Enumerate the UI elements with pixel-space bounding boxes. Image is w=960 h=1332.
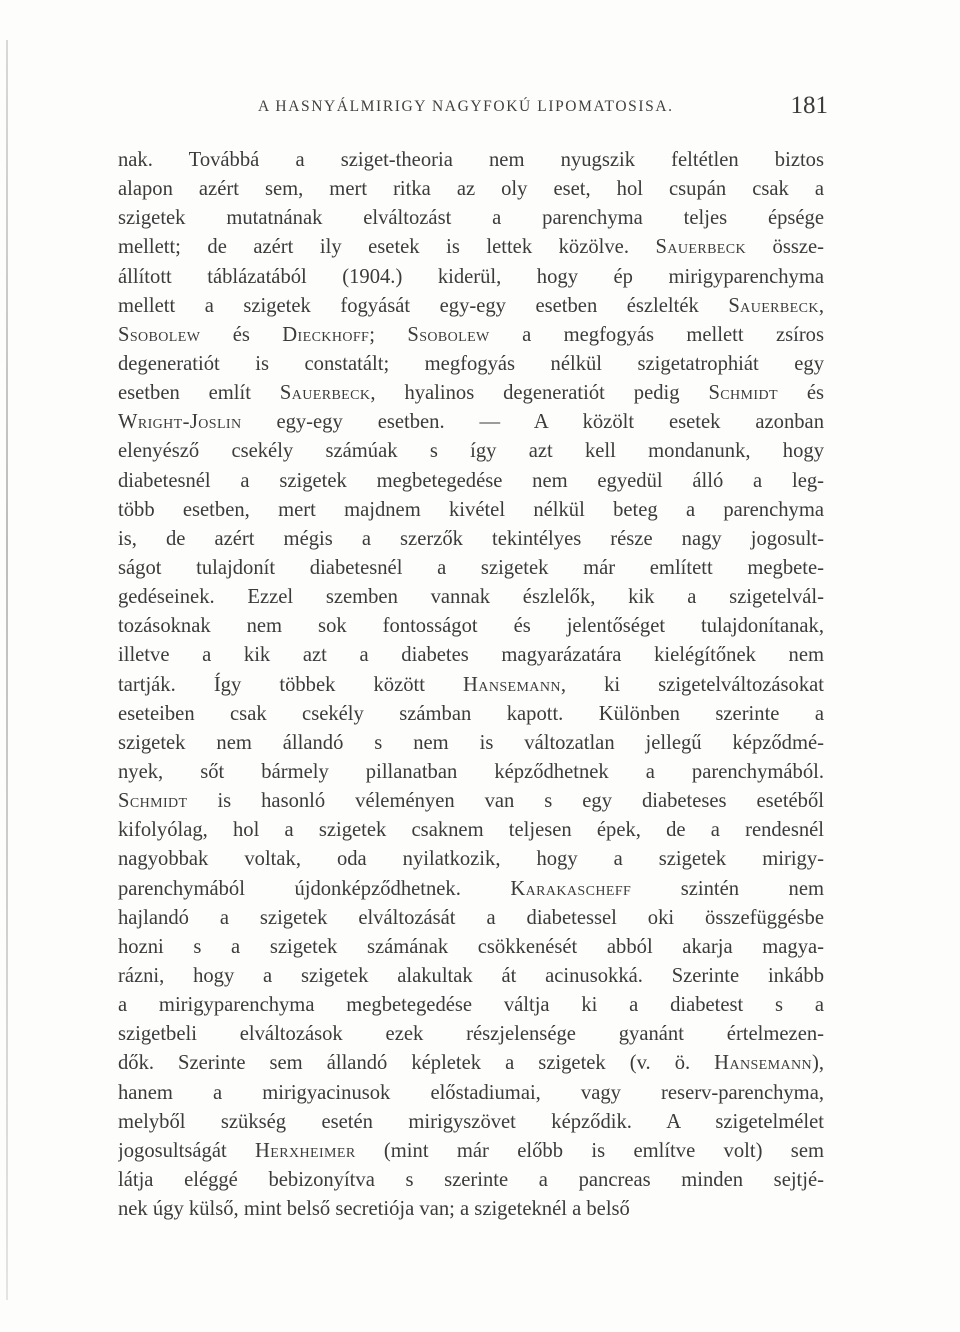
- author-name: Sauerbeck: [655, 236, 747, 259]
- text-line: [118, 467, 824, 496]
- text-line: [118, 263, 824, 292]
- text-line: [118, 1020, 824, 1049]
- text-run: szigetek mutatnának elváltozást a parenchyma teljes épsége: [118, 207, 824, 230]
- text-run: látja eléggé bebizonyítva s szerinte a pancreas minden sejtjé-: [118, 1168, 824, 1191]
- text-run: és: [200, 323, 283, 346]
- author-name: Schmidt: [708, 382, 778, 405]
- text-run: tozásoknak nem sok fontosságot és jelentőséget tulajdonítanak,: [118, 615, 824, 638]
- text-run: ),: [811, 1052, 824, 1075]
- text-line: [118, 875, 824, 904]
- text-line: [118, 904, 824, 933]
- text-run: össze-: [746, 236, 824, 259]
- text-run: ,: [818, 294, 824, 317]
- text-run: hajlandó a szigetek elváltozását a diabetessel oki összefüggésbe: [118, 906, 824, 929]
- text-run: , hyalinos degeneratiót pedig: [370, 382, 709, 405]
- text-line: [118, 554, 824, 583]
- text-run: ;: [369, 323, 408, 346]
- author-name: Dieckhoff: [282, 323, 370, 346]
- text-run: alapon azért sem, mert ritka az oly eset, hol csupán csak a: [118, 178, 824, 201]
- text-line: [118, 1049, 824, 1078]
- text-line: [118, 1079, 824, 1108]
- author-name: Wright-Joslin: [118, 411, 242, 434]
- text-line: [118, 641, 824, 670]
- text-run: is hasonló véleményen van s egy diabeteses esetéből: [187, 790, 824, 813]
- text-line: [118, 146, 824, 175]
- text-run: esetben említ: [118, 382, 280, 405]
- text-run: nyek, sőt bármely pillanatban képződhetnek a parenchymából.: [118, 760, 824, 783]
- text-run: mellett; de azért ily esetek is lettek közölve.: [118, 236, 656, 259]
- author-name: Schmidt: [118, 790, 188, 813]
- text-line: [118, 787, 824, 816]
- text-line: [118, 612, 824, 641]
- author-name: Karakascheff: [510, 877, 632, 900]
- text-run: jogosultságát: [118, 1139, 256, 1162]
- text-run: nek úgy külső, mint belső secretiója van; a szigeteknél a belső: [118, 1198, 630, 1221]
- text-line: [118, 1137, 824, 1166]
- text-run: dők. Szerinte sem állandó képletek a szigetek (v. ö.: [118, 1052, 715, 1075]
- text-run: (mint már előbb is említve volt) sem: [355, 1139, 824, 1162]
- text-run: melyből szükség esetén mirigyszövet képződik. A szigetelmélet: [118, 1110, 824, 1133]
- text-line: [118, 1166, 824, 1195]
- text-line: [118, 962, 824, 991]
- text-run: szigetek nem állandó s nem is változatlan jellegű képződmé-: [118, 731, 824, 754]
- text-line: [118, 1195, 824, 1224]
- text-line: [118, 816, 824, 845]
- text-line: [118, 437, 824, 466]
- text-run: szigetbeli elváltozások ezek részjelenségе gyanánt értelmezen-: [118, 1023, 824, 1046]
- text-run: rázni, hogy a szigetek alakultak át acinusokká. Szerinte inkább: [118, 964, 824, 987]
- text-run: diabetesnél a szigetek megbetegedése nem egyedül álló a leg-: [118, 469, 824, 492]
- text-line: [118, 525, 824, 554]
- body-text: [118, 146, 824, 1224]
- text-line: [118, 845, 824, 874]
- text-line: [118, 991, 824, 1020]
- author-name: Herxheimer: [255, 1139, 356, 1162]
- text-line: [118, 233, 824, 262]
- text-line: [118, 175, 824, 204]
- text-run: elenyésző csekély számúak s így azt kell mondanunk, hogy: [118, 440, 824, 463]
- text-line: [118, 292, 824, 321]
- author-name: Ssobolew: [407, 323, 490, 346]
- text-run: hanem a mirigyacinusok előstadiumai, vagy reserv-parenchyma,: [118, 1081, 824, 1104]
- text-run: szintén nem: [631, 877, 824, 900]
- text-run: is, de azért mégis a szerzők tekintélyes része nagy jogosult-: [118, 527, 824, 550]
- text-line: [118, 321, 824, 350]
- text-run: kifolyólag, hol a szigetek csaknem teljesen épek, de a rendesnél: [118, 819, 824, 842]
- page-number: 181: [790, 92, 828, 119]
- scan-edge-shadow: [6, 40, 8, 1300]
- text-run: a mirigyparenchyma megbetegedése váltja ki a diabetest s a: [118, 994, 824, 1017]
- author-name: Sauerbeck: [728, 294, 819, 317]
- text-run: gedéseinek. Ezzel szemben vannak észlelők, kik a szigetelvál-: [118, 586, 824, 609]
- text-line: [118, 1108, 824, 1137]
- text-run: a megfogyás mellett zsíros: [489, 323, 824, 346]
- text-run: több esetben, mert majdnem kivétel nélkül beteg a parenchyma: [118, 498, 824, 521]
- text-run: tartják. Így többek között: [118, 673, 464, 696]
- text-line: [118, 496, 824, 525]
- text-line: [118, 204, 824, 233]
- author-name: Ssobolew: [118, 323, 201, 346]
- text-line: [118, 758, 824, 787]
- text-run: ságot tulajdonít diabetesnél a szigetek már említett megbete-: [118, 556, 824, 579]
- text-run: egy-egy esetben. — A közölt esetek azonban: [241, 411, 824, 434]
- author-name: Hansemann: [714, 1052, 812, 1075]
- text-run: nak. Továbbá a sziget-theoria nem nyugszik feltétlen biztos: [118, 149, 824, 171]
- running-header: [258, 92, 828, 122]
- text-line: [118, 583, 824, 612]
- text-line: [118, 933, 824, 962]
- running-title: A HASNYÁLMIRIGY NAGYFOKÚ LIPOMATOSISA.: [258, 98, 674, 115]
- text-line: [118, 729, 824, 758]
- text-line: [118, 379, 824, 408]
- text-run: állított táblázatából (1904.) kiderül, hogy ép mirigyparenchyma: [118, 265, 824, 288]
- text-line: [118, 350, 824, 379]
- author-name: Hansemann: [463, 673, 561, 696]
- text-run: illetve a kik azt a diabetes magyarázatára kielégítőnek nem: [118, 644, 824, 667]
- text-run: és: [777, 382, 824, 405]
- author-name: Sauerbeck: [279, 382, 371, 405]
- text-line: [118, 408, 824, 437]
- text-run: degeneratiót is constatált; megfogyás nélkül szigetatrophiát egy: [118, 352, 824, 375]
- text-run: hozni s a szigetek számának csökkenését abból akarja magya-: [118, 935, 824, 958]
- text-run: , ki szigetelváltozásokat: [560, 673, 824, 696]
- text-line: [118, 700, 824, 729]
- text-run: mellett a szigetek fogyását egy-egy esetben észlelték: [118, 294, 729, 317]
- text-run: parenchymából újdonképződhetnek.: [118, 877, 511, 900]
- text-run: nagyobbak voltak, oda nyilatkozik, hogy a szigetek mirigy-: [118, 848, 824, 871]
- text-line: [118, 671, 824, 700]
- text-run: eseteiben csak csekély számban kapott. Különben szerinte a: [118, 702, 824, 725]
